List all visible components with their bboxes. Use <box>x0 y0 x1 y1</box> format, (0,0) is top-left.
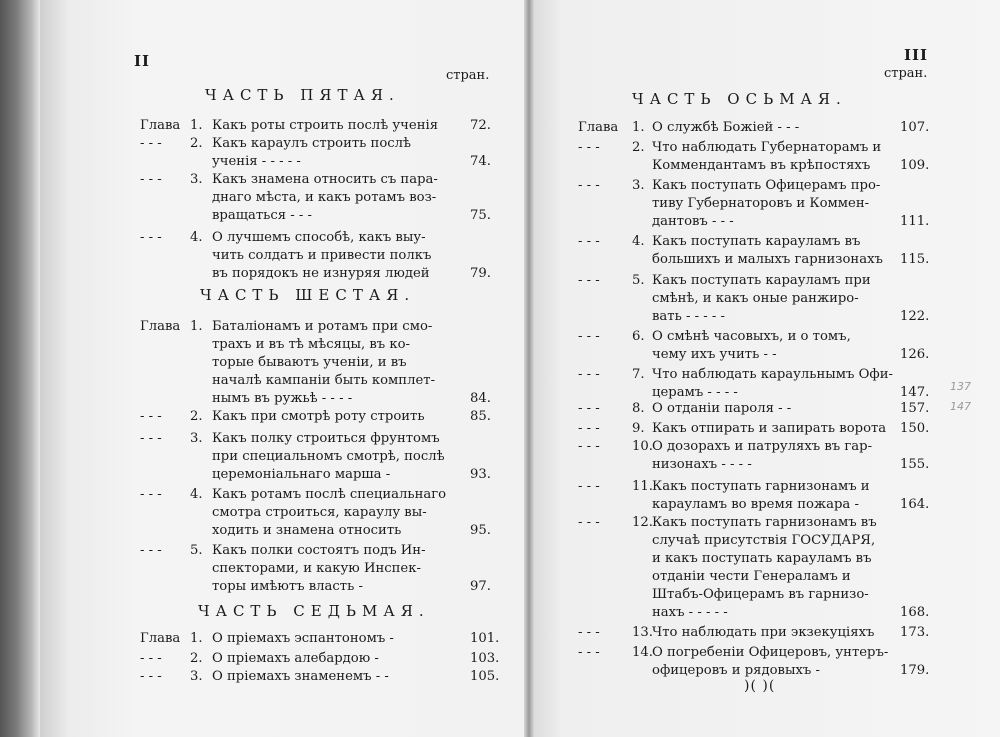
chapter-title <box>212 630 394 648</box>
chapter-prefix: - - - <box>140 431 162 446</box>
chapter-title-line: при специальномъ смотрѣ, послѣ <box>212 449 445 464</box>
chapter-number: 7. <box>632 367 645 382</box>
chapter-page-number: 97. <box>470 579 491 594</box>
chapter-prefix: - - - <box>578 515 600 530</box>
chapter-prefix: - - - <box>578 140 600 155</box>
chapter-number: 2. <box>190 136 203 151</box>
chapter-number: 6. <box>632 329 645 344</box>
chapter-title-line: чить солдатъ и привести полкъ <box>212 248 432 263</box>
chapter-prefix: - - - <box>140 172 162 187</box>
chapter-page-number: 79. <box>470 266 491 281</box>
chapter-prefix: Глава <box>578 120 619 135</box>
chapter-number: 5. <box>632 273 645 288</box>
chapter-number: 9. <box>632 421 645 436</box>
chapter-prefix: - - - <box>140 230 162 245</box>
right-page-column-label: стран. <box>884 66 928 81</box>
chapter-number: 1. <box>190 631 203 646</box>
chapter-title <box>212 408 425 426</box>
left-page-column-label: стран. <box>446 68 490 83</box>
chapter-title-line: чему ихъ учить - - <box>652 347 777 362</box>
chapter-number: 4. <box>190 230 203 245</box>
chapter-number: 3. <box>190 431 203 446</box>
chapter-title-line: Какъ поступать гарнизонамъ въ <box>652 515 877 530</box>
chapter-title-line: и какъ поступать карауламъ въ <box>652 551 872 566</box>
chapter-page-number: 147. <box>900 385 930 400</box>
chapter-title-line: Штабъ-Офицерамъ въ гарнизо- <box>652 587 869 602</box>
chapter-title <box>652 366 893 402</box>
chapter-title-line: Какъ поступать карауламъ въ <box>652 234 861 249</box>
chapter-page-number: 109. <box>900 158 930 173</box>
chapter-title <box>212 668 389 686</box>
chapter-page-number: 72. <box>470 118 491 133</box>
chapter-number: 2. <box>190 409 203 424</box>
chapter-prefix: - - - <box>578 178 600 193</box>
chapter-prefix: Глава <box>140 118 181 133</box>
chapter-title <box>652 644 888 680</box>
chapter-page-number: 126. <box>900 347 930 362</box>
chapter-title-line: днаго мѣста, и какъ ротамъ воз- <box>212 190 437 205</box>
book-gutter <box>524 0 534 737</box>
chapter-title-line: Какъ караулъ строить послѣ <box>212 136 411 151</box>
chapter-title-line: нымъ въ ружьѣ - - - - <box>212 391 353 406</box>
chapter-title-line: случаѣ присутствія ГОСУДАРЯ, <box>652 533 876 548</box>
chapter-prefix: Глава <box>140 319 181 334</box>
chapter-title-line: Какъ поступать гарнизонамъ и <box>652 479 870 494</box>
chapter-prefix: - - - <box>578 625 600 640</box>
chapter-number: 5. <box>190 543 203 558</box>
chapter-title-line: смѣнѣ, и какъ оные ранжиро- <box>652 291 859 306</box>
book-spine-shadow <box>0 0 40 737</box>
chapter-title-line: Какъ роты строить послѣ ученія <box>212 118 439 133</box>
chapter-title-line: въ порядокъ не изнуряя людей <box>212 266 430 281</box>
chapter-page-number: 150. <box>900 421 930 436</box>
part-title: ЧАСТЬ ПЯТАЯ. <box>205 86 400 104</box>
chapter-title <box>652 233 883 269</box>
chapter-page-number: 84. <box>470 391 491 406</box>
chapter-title-line: Какъ отпирать и запирать ворота <box>652 421 887 436</box>
chapter-title <box>212 486 446 540</box>
chapter-page-number: 122. <box>900 309 930 324</box>
page-ornament: )( )( <box>744 678 776 694</box>
chapter-number: 13. <box>632 625 653 640</box>
chapter-title-line: торые бываютъ ученіи, и въ <box>212 355 407 370</box>
chapter-page-number: 93. <box>470 467 491 482</box>
chapter-prefix: - - - <box>578 645 600 660</box>
chapter-title-line: О смѣнѣ часовыхъ, и о томъ, <box>652 329 851 344</box>
chapter-title-line: трахъ и въ тѣ мѣсяцы, въ ко- <box>212 337 410 352</box>
chapter-page-number: 105. <box>470 669 500 684</box>
part-title: ЧАСТЬ ОСЬМАЯ. <box>632 90 847 108</box>
chapter-title <box>212 229 431 283</box>
chapter-title-line: О службѣ Божіей - - - <box>652 120 800 135</box>
chapter-page-number: 164. <box>900 497 930 512</box>
chapter-title <box>652 177 880 231</box>
chapter-prefix: - - - <box>140 136 162 151</box>
chapter-prefix: - - - <box>578 439 600 454</box>
chapter-page-number: 157. <box>900 401 930 416</box>
chapter-page-number: 95. <box>470 523 491 538</box>
chapter-title-line: началѣ кампаніи быть комплет- <box>212 373 436 388</box>
part-title: ЧАСТЬ СЕДЬМАЯ. <box>198 602 430 620</box>
right-page-number: III <box>904 46 929 64</box>
chapter-title <box>652 420 886 438</box>
chapter-title-line: О отданіи пароля - - <box>652 401 792 416</box>
chapter-title-line: тиву Губернаторовъ и Коммен- <box>652 196 870 211</box>
chapter-prefix: - - - <box>578 401 600 416</box>
chapter-prefix: - - - <box>578 273 600 288</box>
chapter-prefix: - - - <box>140 543 162 558</box>
chapter-prefix: Глава <box>140 631 181 646</box>
chapter-title <box>652 478 870 514</box>
chapter-title-line: ходить и знамена относить <box>212 523 402 538</box>
pencil-note: 147 <box>950 400 971 413</box>
chapter-page-number: 101. <box>470 631 500 646</box>
chapter-title-line: Какъ поступать карауламъ при <box>652 273 871 288</box>
chapter-number: 14. <box>632 645 653 660</box>
chapter-page-number: 111. <box>900 214 930 229</box>
chapter-title-line: отданіи чести Генераламъ и <box>652 569 851 584</box>
chapter-title <box>212 135 411 171</box>
chapter-title-line: Что наблюдать караульнымъ Офи- <box>652 367 893 382</box>
chapter-number: 10. <box>632 439 653 454</box>
chapter-number: 2. <box>190 651 203 666</box>
chapter-title-line: ученія - - - - - <box>212 154 301 169</box>
chapter-number: 8. <box>632 401 645 416</box>
chapter-title-line: О пріемахъ эспантономъ - <box>212 631 394 646</box>
chapter-title-line: Что наблюдать Губернаторамъ и <box>652 140 882 155</box>
chapter-page-number: 74. <box>470 154 491 169</box>
chapter-number: 3. <box>190 172 203 187</box>
chapter-title-line: О пріемахъ знаменемъ - - <box>212 669 389 684</box>
chapter-number: 1. <box>632 120 645 135</box>
chapter-title-line: церемоніальнаго марша - <box>212 467 391 482</box>
chapter-title <box>652 514 877 622</box>
chapter-title-line: спекторами, и какую Инспек- <box>212 561 421 576</box>
chapter-prefix: - - - <box>578 479 600 494</box>
chapter-title <box>212 430 445 484</box>
chapter-title <box>652 139 881 175</box>
chapter-prefix: - - - <box>578 367 600 382</box>
chapter-title-line: вращаться - - - <box>212 208 312 223</box>
chapter-title <box>652 400 791 418</box>
chapter-title <box>652 272 871 326</box>
chapter-number: 2. <box>632 140 645 155</box>
chapter-title-line: Какъ полку строиться фрунтомъ <box>212 431 440 446</box>
chapter-page-number: 115. <box>900 252 930 267</box>
chapter-number: 4. <box>190 487 203 502</box>
chapter-title-line: Что наблюдать при экзекуціяхъ <box>652 625 875 640</box>
chapter-number: 12. <box>632 515 653 530</box>
chapter-title-line: Коммендантамъ въ крѣпостяхъ <box>652 158 871 173</box>
chapter-number: 3. <box>190 669 203 684</box>
chapter-title <box>212 318 435 408</box>
left-page-number: II <box>134 52 151 70</box>
chapter-page-number: 107. <box>900 120 930 135</box>
chapter-number: 4. <box>632 234 645 249</box>
chapter-title-line: О погребеніи Офицеровъ, унтеръ- <box>652 645 889 660</box>
chapter-page-number: 75. <box>470 208 491 223</box>
chapter-title-line: карауламъ во время пожара - <box>652 497 859 512</box>
chapter-title <box>212 542 426 596</box>
chapter-title-line: церамъ - - - - <box>652 385 738 400</box>
pencil-note: 137 <box>950 380 971 393</box>
chapter-title-line: низонахъ - - - - <box>652 457 752 472</box>
chapter-prefix: - - - <box>140 409 162 424</box>
chapter-number: 11. <box>632 479 653 494</box>
chapter-prefix: - - - <box>578 421 600 436</box>
chapter-title-line: Какъ поступать Офицерамъ про- <box>652 178 881 193</box>
chapter-page-number: 173. <box>900 625 930 640</box>
chapter-title-line: офицеровъ и рядовыхъ - <box>652 663 820 678</box>
chapter-title-line: торы имѣютъ власть - <box>212 579 363 594</box>
chapter-title-line: Какъ ротамъ послѣ специальнаго <box>212 487 447 502</box>
chapter-title-line: дантовъ - - - <box>652 214 734 229</box>
chapter-title <box>652 119 799 137</box>
chapter-page-number: 85. <box>470 409 491 424</box>
chapter-page-number: 103. <box>470 651 500 666</box>
chapter-title-line: Какъ знамена относить съ пара- <box>212 172 438 187</box>
chapter-prefix: - - - <box>140 651 162 666</box>
chapter-title-line: Баталіонамъ и ротамъ при смо- <box>212 319 433 334</box>
chapter-title-line: О дозорахъ и патруляхъ въ гар- <box>652 439 873 454</box>
chapter-title <box>652 328 851 364</box>
chapter-title-line: большихъ и малыхъ гарнизонахъ <box>652 252 883 267</box>
chapter-prefix: - - - <box>140 669 162 684</box>
chapter-title <box>652 624 874 642</box>
chapter-prefix: - - - <box>578 234 600 249</box>
chapter-page-number: 155. <box>900 457 930 472</box>
chapter-title <box>212 650 379 668</box>
chapter-title-line: Какъ полки состоятъ подъ Ин- <box>212 543 426 558</box>
chapter-title <box>652 438 872 474</box>
chapter-title-line: нахъ - - - - - <box>652 605 728 620</box>
chapter-title-line: О лучшемъ способѣ, какъ выу- <box>212 230 426 245</box>
chapter-number: 1. <box>190 319 203 334</box>
chapter-title <box>212 171 438 225</box>
chapter-prefix: - - - <box>578 329 600 344</box>
chapter-title-line: О пріемахъ алебардою - <box>212 651 379 666</box>
chapter-title-line: вать - - - - - <box>652 309 726 324</box>
chapter-title-line: Какъ при смотрѣ роту строить <box>212 409 425 424</box>
chapter-page-number: 179. <box>900 663 930 678</box>
chapter-title <box>212 117 438 135</box>
chapter-page-number: 168. <box>900 605 930 620</box>
part-title: ЧАСТЬ ШЕСТАЯ. <box>200 286 416 304</box>
chapter-prefix: - - - <box>140 487 162 502</box>
chapter-number: 1. <box>190 118 203 133</box>
chapter-title-line: смотра строиться, караулу вы- <box>212 505 427 520</box>
chapter-number: 3. <box>632 178 645 193</box>
